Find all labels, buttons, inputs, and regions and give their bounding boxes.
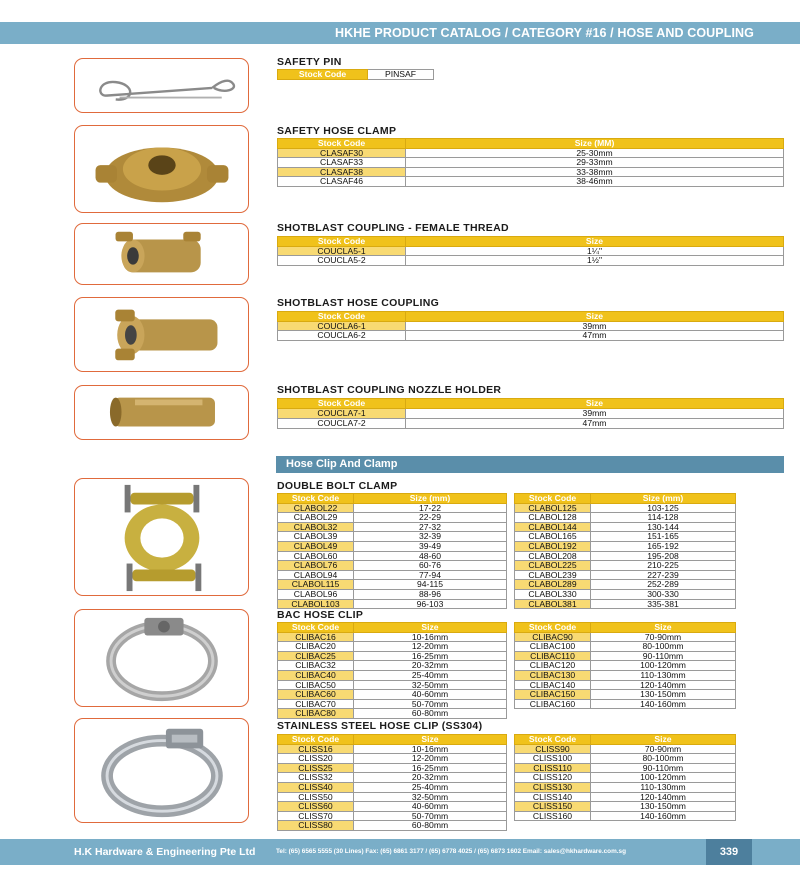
size-cell: 70-90mm (591, 744, 736, 754)
stock-code-cell: CLABOL330 (515, 589, 591, 599)
double-bolt-table-left (277, 493, 507, 609)
size-cell: 50-70mm (354, 811, 507, 821)
size-cell: 20-32mm (354, 661, 507, 671)
nozzle-holder-title: SHOTBLAST COUPLING NOZZLE HOLDER (277, 384, 502, 396)
stock-code-cell: COUCLA7-2 (278, 418, 406, 428)
table-row (278, 802, 507, 812)
size-cell: 12-20mm (354, 642, 507, 652)
size-cell: 90-110mm (591, 651, 736, 661)
stock-code-cell: CLIBAC130 (515, 670, 591, 680)
stock-code-header: Stock Code (278, 494, 354, 504)
size-cell: 27-32 (354, 522, 507, 532)
stainless-hose-clip-image (74, 718, 249, 823)
stock-code-cell: CLIBAC32 (278, 661, 354, 671)
stock-code-cell: CLIBAC70 (278, 699, 354, 709)
stock-code-cell: CLISS100 (515, 754, 591, 764)
catalog-header (0, 22, 800, 44)
stock-code-cell: CLISS32 (278, 773, 354, 783)
size-cell: 60-76 (354, 561, 507, 571)
size-header: Size (406, 312, 784, 322)
table-row (278, 589, 507, 599)
stock-code-cell: CLABOL144 (515, 522, 591, 532)
table-row (515, 690, 736, 700)
table-row (278, 561, 507, 571)
stock-code-cell: CLIBAC90 (515, 632, 591, 642)
table-row (278, 541, 507, 551)
table-row (515, 811, 736, 821)
size-cell: 140-160mm (591, 811, 736, 821)
stock-code-cell: CLISS140 (515, 792, 591, 802)
double-bolt-table-right (514, 493, 736, 609)
stock-code-cell: CLISS130 (515, 782, 591, 792)
stock-code-header: Stock Code (278, 399, 406, 409)
table-row (278, 580, 507, 590)
size-cell: 60-80mm (354, 709, 507, 719)
size-cell: 47mm (406, 418, 784, 428)
safety-pin-title: SAFETY PIN (277, 56, 342, 68)
bac-clip-table-right (514, 622, 736, 709)
stock-code-cell: CLABOL381 (515, 599, 591, 609)
footer-contact: Tel: (65) 6565 5555 (30 Lines) Fax: (65) 6861 3177 / (65) 6778 4025 / (65) 6873 1602 Email: sales@hkhardware.com.sg (276, 848, 626, 855)
size-header: Size (406, 237, 784, 247)
stock-code-cell: COUCLA5-2 (278, 256, 406, 266)
safety-hose-clamp-title: SAFETY HOSE CLAMP (277, 125, 397, 137)
table-row (515, 580, 736, 590)
stock-code-cell: CLISS60 (278, 802, 354, 812)
size-cell: 80-100mm (591, 642, 736, 652)
catalog-title: HKHE PRODUCT CATALOG / CATEGORY #16 / HOSE AND COUPLING (335, 26, 754, 40)
stock-code-cell: CLASAF30 (278, 148, 406, 158)
table-row (278, 408, 784, 418)
stock-code-cell: CLISS40 (278, 782, 354, 792)
size-cell: 32-50mm (354, 680, 507, 690)
size-cell: 110-130mm (591, 670, 736, 680)
bac-clip-table-left (277, 622, 507, 719)
stock-code-cell: CLISS16 (278, 744, 354, 754)
table-row (278, 256, 784, 266)
size-cell: 130-144 (591, 522, 736, 532)
stock-code-cell: CLISS50 (278, 792, 354, 802)
size-cell: 17-22 (354, 503, 507, 513)
size-cell: 94-115 (354, 580, 507, 590)
size-cell: 22-29 (354, 513, 507, 523)
stock-code-cell: CLIBAC120 (515, 661, 591, 671)
stock-code-cell: CLASAF38 (278, 167, 406, 177)
size-cell: 300-330 (591, 589, 736, 599)
table-row (278, 670, 507, 680)
stock-code-cell: CLASAF46 (278, 177, 406, 187)
table-row (278, 821, 507, 831)
size-cell: 25-40mm (354, 670, 507, 680)
stock-code-cell: COUCLA5-1 (278, 246, 406, 256)
size-cell: 39mm (406, 321, 784, 331)
safety-hose-clamp-image (74, 125, 249, 213)
stock-code-header: Stock Code (278, 237, 406, 247)
size-cell: 151-165 (591, 532, 736, 542)
size-cell: 1¼" (406, 246, 784, 256)
table-row (278, 642, 507, 652)
stock-code-cell: CLABOL60 (278, 551, 354, 561)
stock-code-cell: CLABOL208 (515, 551, 591, 561)
footer-company: H.K Hardware & Engineering Pte Ltd (74, 846, 256, 858)
size-cell: 32-50mm (354, 792, 507, 802)
stock-code-cell: COUCLA6-1 (278, 321, 406, 331)
table-row (515, 642, 736, 652)
size-cell: 39mm (406, 408, 784, 418)
size-cell: 39-49 (354, 541, 507, 551)
size-header: Size (MM) (406, 139, 784, 149)
size-cell: 32-39 (354, 532, 507, 542)
stock-code-header: Stock Code (515, 735, 591, 745)
size-cell: 1½" (406, 256, 784, 266)
double-bolt-title: DOUBLE BOLT CLAMP (277, 480, 398, 492)
ss-clip-table-left (277, 734, 507, 831)
size-cell: 90-110mm (591, 763, 736, 773)
size-cell: 252-289 (591, 580, 736, 590)
table-row (278, 709, 507, 719)
stock-code-cell: CLIBAC110 (515, 651, 591, 661)
stock-code-header: Stock Code (278, 735, 354, 745)
bac-hose-clip-image (74, 609, 249, 707)
table-row (515, 699, 736, 709)
stock-code-cell: CLIBAC40 (278, 670, 354, 680)
size-cell: 60-80mm (354, 821, 507, 831)
double-bolt-clamp-image (74, 478, 249, 596)
size-cell: 77-94 (354, 570, 507, 580)
size-cell: 210-225 (591, 561, 736, 571)
bac-clip-title: BAC HOSE CLIP (277, 609, 364, 621)
size-header: Size (354, 623, 507, 633)
size-cell: 140-160mm (591, 699, 736, 709)
size-cell: 110-130mm (591, 782, 736, 792)
size-cell: 20-32mm (354, 773, 507, 783)
table-row (515, 541, 736, 551)
size-cell: 103-125 (591, 503, 736, 513)
stock-code-cell: CLISS120 (515, 773, 591, 783)
stock-code-cell: CLABOL39 (278, 532, 354, 542)
size-cell: 70-90mm (591, 632, 736, 642)
stock-code-cell: CLIBAC20 (278, 642, 354, 652)
stock-code-cell: CLABOL22 (278, 503, 354, 513)
stock-code-cell: CLABOL192 (515, 541, 591, 551)
table-row (278, 690, 507, 700)
band-label: Hose Clip And Clamp (286, 458, 398, 470)
size-cell: 50-70mm (354, 699, 507, 709)
size-cell: 88-96 (354, 589, 507, 599)
table-row (278, 599, 507, 609)
stock-code-cell: COUCLA7-1 (278, 408, 406, 418)
size-cell: 335-381 (591, 599, 736, 609)
stock-code-cell: CLIBAC25 (278, 651, 354, 661)
table-row (278, 331, 784, 341)
shotblast-hose-coupling-title: SHOTBLAST HOSE COUPLING (277, 297, 440, 309)
stock-code-cell: CLISS80 (278, 821, 354, 831)
stock-code-cell: CLISS25 (278, 763, 354, 773)
stock-code-cell: CLISS110 (515, 763, 591, 773)
size-cell: 29-33mm (406, 158, 784, 168)
size-cell: 165-192 (591, 541, 736, 551)
nozzle-holder-table (277, 398, 784, 429)
nozzle-holder-image (74, 385, 249, 440)
shotblast-female-image (74, 223, 249, 285)
safety-pin-image (74, 58, 249, 113)
stock-code-header: Stock Code (515, 494, 591, 504)
ss-clip-table-right (514, 734, 736, 821)
stock-code-cell: CLIBAC140 (515, 680, 591, 690)
stock-code-cell: CLABOL29 (278, 513, 354, 523)
size-cell: 38-46mm (406, 177, 784, 187)
size-header: Size (591, 735, 736, 745)
shotblast-hose-coupling-table (277, 311, 784, 341)
size-cell: 25-40mm (354, 782, 507, 792)
table-row (515, 513, 736, 523)
ss-clip-title: STAINLESS STEEL HOSE CLIP (SS304) (277, 720, 483, 732)
size-cell: 96-103 (354, 599, 507, 609)
stock-code-cell: CLISS20 (278, 754, 354, 764)
stock-code-cell: CLIBAC50 (278, 680, 354, 690)
stock-code-cell: CLISS160 (515, 811, 591, 821)
size-cell: 16-25mm (354, 651, 507, 661)
stock-code-cell: CLABOL76 (278, 561, 354, 571)
size-header: Size (354, 735, 507, 745)
size-header: Size (591, 623, 736, 633)
stock-code-cell: CLABOL125 (515, 503, 591, 513)
stock-code-cell: CLABOL165 (515, 532, 591, 542)
stock-code-cell: CLASAF33 (278, 158, 406, 168)
stock-code-cell: CLIBAC80 (278, 709, 354, 719)
stock-code-cell: CLISS90 (515, 744, 591, 754)
table-row (278, 418, 784, 428)
table-row (515, 754, 736, 764)
stock-code-header: Stock Code (278, 139, 406, 149)
stock-code-cell: CLISS150 (515, 802, 591, 812)
table-row (278, 782, 507, 792)
size-cell: 120-140mm (591, 792, 736, 802)
table-row (515, 561, 736, 571)
table-row (278, 513, 507, 523)
stock-code-cell: CLABOL289 (515, 580, 591, 590)
table-row (278, 754, 507, 764)
stock-code-cell: CLABOL94 (278, 570, 354, 580)
table-row (515, 782, 736, 792)
size-cell: 195-208 (591, 551, 736, 561)
stock-code-cell: CLABOL239 (515, 570, 591, 580)
stock-code-cell: CLIBAC16 (278, 632, 354, 642)
size-cell: 40-60mm (354, 802, 507, 812)
size-cell: 130-150mm (591, 690, 736, 700)
table-row (515, 599, 736, 609)
table-row (278, 177, 784, 187)
stock-code-cell: CLIBAC160 (515, 699, 591, 709)
size-cell: 40-60mm (354, 690, 507, 700)
stock-code-header: Stock Code (515, 623, 591, 633)
table-row (515, 802, 736, 812)
size-cell: 130-150mm (591, 802, 736, 812)
page-number: 339 (706, 839, 752, 865)
stock-code-cell: CLIBAC60 (278, 690, 354, 700)
stock-code-cell: COUCLA6-2 (278, 331, 406, 341)
size-cell: 16-25mm (354, 763, 507, 773)
size-cell: 12-20mm (354, 754, 507, 764)
stock-code-cell: CLABOL96 (278, 589, 354, 599)
size-header: Size (406, 399, 784, 409)
shotblast-hose-coupling-image (74, 297, 249, 372)
size-cell: 48-60 (354, 551, 507, 561)
size-header: Size (mm) (354, 494, 507, 504)
stock-code-cell: CLABOL115 (278, 580, 354, 590)
stock-code-cell: CLABOL49 (278, 541, 354, 551)
size-cell: 80-100mm (591, 754, 736, 764)
size-cell: 100-120mm (591, 661, 736, 671)
shotblast-female-table (277, 236, 784, 266)
stock-code-cell: PINSAF (368, 70, 434, 80)
safety-hose-clamp-table (277, 138, 784, 187)
table-row (278, 158, 784, 168)
size-cell: 10-16mm (354, 632, 507, 642)
table-row (515, 670, 736, 680)
size-cell: 227-239 (591, 570, 736, 580)
size-cell: 47mm (406, 331, 784, 341)
stock-code-cell: CLIBAC100 (515, 642, 591, 652)
stock-code-cell: CLABOL128 (515, 513, 591, 523)
stock-code-cell: CLISS70 (278, 811, 354, 821)
size-cell: 100-120mm (591, 773, 736, 783)
table-row (515, 589, 736, 599)
shotblast-female-title: SHOTBLAST COUPLING - FEMALE THREAD (277, 222, 509, 234)
size-header: Size (mm) (591, 494, 736, 504)
size-cell: 120-140mm (591, 680, 736, 690)
hose-clip-band (276, 456, 784, 473)
stock-code-cell: CLIBAC150 (515, 690, 591, 700)
catalog-footer (0, 839, 800, 865)
size-cell: 33-38mm (406, 167, 784, 177)
stock-code-cell: CLABOL225 (515, 561, 591, 571)
safety-pin-table (277, 69, 434, 80)
stock-code-header: Stock Code (278, 623, 354, 633)
stock-code-cell: CLABOL103 (278, 599, 354, 609)
size-cell: 10-16mm (354, 744, 507, 754)
stock-code-header: Stock Code (278, 312, 406, 322)
stock-code-header: Stock Code (278, 70, 368, 80)
size-cell: 25-30mm (406, 148, 784, 158)
size-cell: 114-128 (591, 513, 736, 523)
stock-code-cell: CLABOL32 (278, 522, 354, 532)
